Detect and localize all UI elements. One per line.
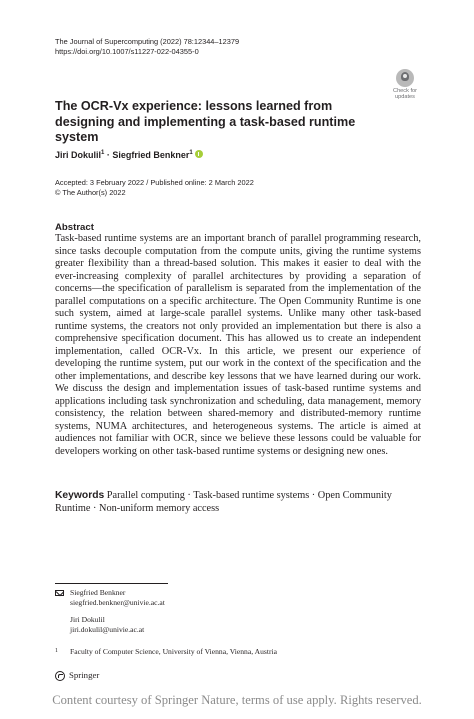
publisher-logo — [55, 670, 99, 681]
contact-name: Siegfried Benkner — [70, 588, 126, 597]
doi-link[interactable]: https://doi.org/10.1007/s11227-022-04355-0 — [55, 47, 199, 56]
contact-name: Jiri Dokulil — [70, 615, 105, 624]
orcid-icon[interactable] — [195, 150, 203, 158]
author-affiliation-mark: 1 — [189, 150, 193, 156]
corresponding-authors — [55, 588, 165, 635]
rights-watermark: Content courtesy of Springer Nature, terms of use apply. Rights reserved. — [52, 693, 422, 707]
publication-dates — [55, 178, 254, 197]
affiliation-footnote — [55, 646, 277, 657]
article-title: The OCR-Vx experience: lessons learned from designing and implementing a task-based runtime system — [55, 99, 356, 144]
abstract-text: Task-based runtime systems are an important branch of parallel programming research, since tasks decouple computation from the compute units, giving the runtime systems greater flexibility than a thread-based solution. This makes it easier to deal with the ever-increasing complexity of parallel architectures by providing a separation of concerns—the specification of parallelism is separated from the implementation of the parallel computations on a specific architecture. The Open Community Runtime is one such system, aimed at large-scale parallel systems. Unlike many other task-based runtime systems, the creators not only provided an implementation but there is also a comprehensive specification document. This has allowed us to create an independent implementation, called OCR-Vx. In this article, we present our experience of developing the runtime system, put our work in the context of the specification and the other implementations, and describe key lessons that we have learned during our work. We discuss the design and implementation issues of task-based runtime systems and applications including task synchronization and scheduling, data management, memory consistency, the relation between shared-memory and distributed-memory runtime systems, NUMA architectures, and heterogeneous systems. The article is aimed at audiences not familiar with OCR, since we believe these lessons could be valuable for developers working on other task-based runtime systems or designing new ones. — [55, 233, 421, 457]
crossmark-icon — [396, 69, 414, 87]
affiliation-number: 1 — [55, 648, 58, 654]
check-for-updates-badge[interactable] — [389, 69, 421, 101]
publisher-name: Springer — [69, 670, 100, 680]
footnote-divider — [55, 583, 168, 584]
author-name[interactable]: Siegfried Benkner — [112, 150, 190, 160]
accepted-published-dates: Accepted: 3 February 2022 / Published online: 2 March 2022 — [55, 178, 254, 187]
keywords-label: Keywords — [55, 490, 105, 501]
author-list — [55, 147, 203, 161]
abstract-heading: Abstract — [55, 222, 94, 233]
crossmark-label-line2: updates — [395, 94, 415, 100]
contact-email[interactable]: siegfried.benkner@univie.ac.at — [70, 598, 165, 607]
affiliation-text: Faculty of Computer Science, University of Vienna, Vienna, Austria — [70, 647, 277, 656]
crossmark-label-line1: Check for — [393, 88, 417, 94]
copyright-notice: © The Author(s) 2022 — [55, 187, 126, 197]
springer-horse-icon — [55, 671, 65, 681]
author-affiliation-mark: 1 — [101, 150, 105, 156]
contact-email[interactable]: jiri.dokulil@univie.ac.at — [70, 625, 145, 634]
journal-citation: The Journal of Supercomputing (2022) 78:12344–12379 — [55, 37, 240, 46]
author-separator: · — [104, 150, 113, 160]
keywords-section — [55, 490, 421, 515]
envelope-icon — [55, 590, 64, 596]
keywords-list: Parallel computing · Task-based runtime systems · Open Community Runtime · Non-uniform memory access — [55, 490, 392, 514]
author-name[interactable]: Jiri Dokulil — [55, 150, 102, 160]
